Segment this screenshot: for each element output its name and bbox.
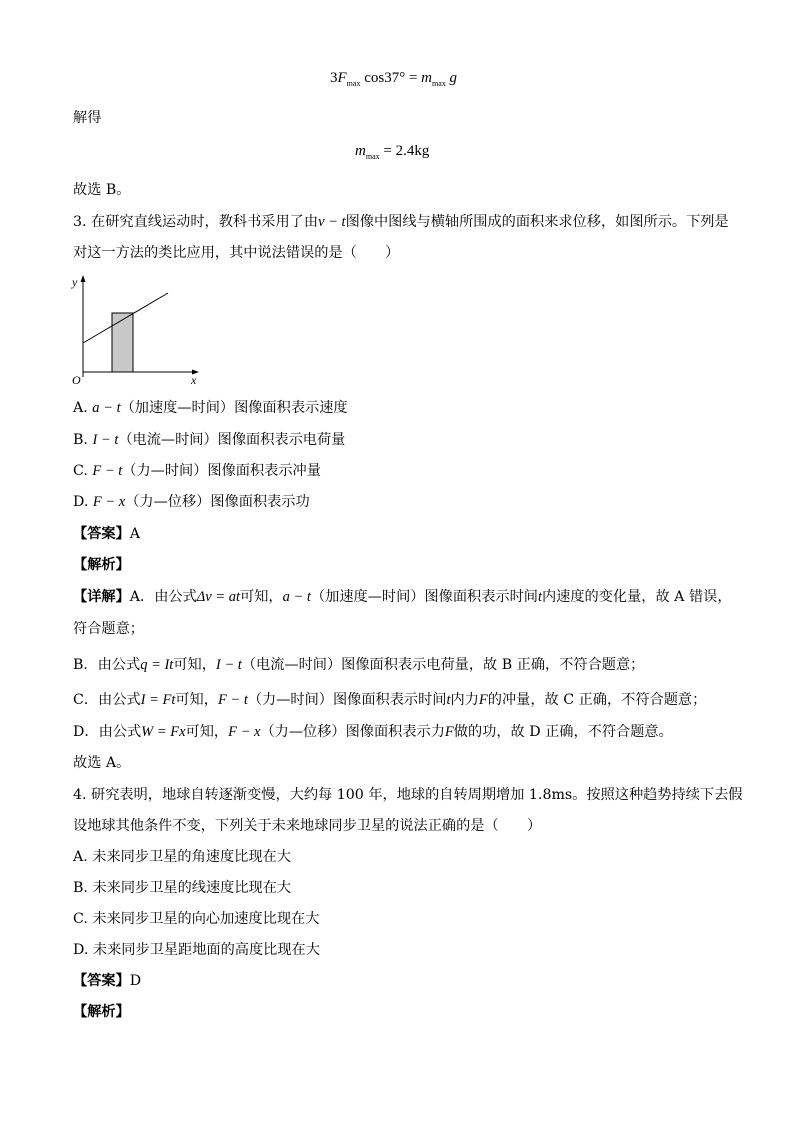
q4-option-d bbox=[73, 940, 320, 960]
q4-option-d-text: 未来同步卫星距地面的高度比现在大 bbox=[92, 942, 320, 958]
q3-option-b-text: （电流—时间）图像面积表示电荷量 bbox=[118, 432, 346, 448]
q3-detail-b-text1: B．由公式 bbox=[73, 657, 141, 673]
q3-stem-line1 bbox=[73, 212, 729, 232]
q3-detail-a-text1: A．由公式 bbox=[129, 589, 197, 605]
q3-detail-d-text1: D．由公式 bbox=[73, 724, 142, 740]
q3-detail-a-line1 bbox=[73, 587, 732, 607]
q3-detail-a-line2: 符合题意； bbox=[73, 621, 144, 637]
q3-detail-d-formula: W = Fx bbox=[141, 724, 186, 740]
q3-detail-b-math: I − t bbox=[215, 657, 242, 673]
q3-option-a-text: （加速度—时间）图像面积表示速度 bbox=[120, 400, 348, 416]
graph-shaded-strip bbox=[112, 313, 133, 372]
q3-detail-tag: 【详解】 bbox=[73, 589, 130, 605]
q4-option-b-letter: B. bbox=[73, 880, 88, 896]
q3-detail-b-formula: q = It bbox=[140, 657, 174, 673]
equation-force-balance bbox=[330, 70, 457, 88]
graph-x-label: x bbox=[191, 373, 197, 387]
q4-option-c-letter: C. bbox=[73, 911, 88, 927]
q4-option-d-letter: D. bbox=[73, 942, 89, 958]
q3-detail-c-f: F bbox=[478, 692, 488, 708]
eq2-sub-max: max bbox=[365, 152, 380, 161]
eq2-var-m: m bbox=[355, 143, 366, 159]
graph-origin-label: O bbox=[72, 373, 81, 387]
q3-option-b-math: I − t bbox=[92, 432, 119, 448]
q3-detail-a-text3: （加速度—时间）图像面积表示时间 bbox=[310, 589, 538, 605]
eq2-value: 2.4kg bbox=[395, 143, 430, 159]
q3-answer bbox=[73, 524, 140, 544]
q3-detail-a-text2: 可知， bbox=[240, 589, 283, 605]
q4-option-b bbox=[73, 878, 291, 898]
conclusion-b: 故选 B。 bbox=[73, 182, 131, 198]
eq-sub-max: max bbox=[346, 79, 361, 88]
q4-option-a-text: 未来同步卫星的角速度比现在大 bbox=[92, 849, 291, 865]
q3-detail-d-f: F bbox=[444, 724, 454, 740]
q4-answer bbox=[73, 971, 141, 991]
q4-option-c-text: 未来同步卫星的向心加速度比现在大 bbox=[92, 911, 320, 927]
q3-detail-b bbox=[73, 655, 644, 675]
q3-stem-text-b: 图像中图线与横轴所围成的面积来求位移，如图所示。下列是 bbox=[345, 214, 729, 230]
q3-option-a-letter: A. bbox=[73, 400, 88, 416]
q4-analysis-tag: 【解析】 bbox=[73, 1004, 130, 1020]
q3-stem-text-a: 3. 在研究直线运动时，教科书采用了由 bbox=[73, 214, 319, 230]
eq-sub-max-2: max bbox=[432, 79, 446, 88]
q3-option-d-letter: D. bbox=[73, 494, 89, 510]
q3-detail-c-text4: 内力 bbox=[450, 692, 479, 708]
equation-mass-result bbox=[355, 143, 429, 161]
q3-option-a-math: a − t bbox=[92, 400, 121, 416]
q3-answer-tag: 【答案】 bbox=[73, 526, 130, 542]
eq2-equals: = bbox=[383, 143, 392, 159]
graph-y-label: y bbox=[72, 275, 78, 289]
q3-detail-b-text3: （电流—时间）图像面积表示电荷量，故 B 正确，不符合题意； bbox=[241, 657, 645, 673]
q3-answer-value: A bbox=[129, 526, 141, 542]
q3-detail-a-formula: Δv = at bbox=[196, 589, 241, 605]
q3-option-a bbox=[73, 398, 348, 418]
q3-detail-c-t: t bbox=[446, 692, 451, 708]
eq-angle: 37° bbox=[384, 70, 406, 86]
text-jiede: 解得 bbox=[73, 110, 102, 126]
q3-detail-d-math: F − x bbox=[228, 724, 261, 740]
q3-detail-d bbox=[73, 722, 673, 742]
q3-detail-a-text4: 内速度的变化量，故 A 错误， bbox=[541, 589, 732, 605]
q4-stem-line2: 设地球其他条件不变，下列关于未来地球同步卫星的说法正确的是（ ） bbox=[73, 818, 542, 834]
q3-analysis-tag: 【解析】 bbox=[73, 557, 130, 573]
q3-option-c-math: F − t bbox=[92, 463, 123, 479]
q3-option-d bbox=[73, 492, 310, 512]
q3-detail-c-formula: I = Ft bbox=[140, 692, 176, 708]
q3-option-b bbox=[73, 430, 345, 450]
q3-detail-c-math: F − t bbox=[217, 692, 248, 708]
q3-stem-math: v − t bbox=[318, 214, 346, 230]
q3-detail-c-text1: C．由公式 bbox=[73, 692, 141, 708]
q3-option-b-letter: B. bbox=[73, 432, 88, 448]
q4-option-a-letter: A. bbox=[73, 849, 88, 865]
q4-stem-line1: 4. 研究表明，地球自转逐渐变慢，大约每 100 年，地球的自转周期增加 1.8ms。按照这种趋势持续下去假 bbox=[73, 787, 743, 803]
q3-detail-d-text3: （力—位移）图像面积表示力 bbox=[260, 724, 445, 740]
q3-detail-c-text3: （力—时间）图像面积表示时间 bbox=[247, 692, 447, 708]
eq-var-g: g bbox=[449, 70, 458, 86]
q3-detail-c-text5: 的冲量，故 C 正确，不符合题意； bbox=[487, 692, 707, 708]
eq-var-m: m bbox=[421, 70, 433, 86]
q3-conclusion: 故选 A。 bbox=[73, 755, 131, 771]
q3-option-c-text: （力—时间）图像面积表示冲量 bbox=[122, 463, 321, 479]
q4-option-a bbox=[73, 847, 291, 867]
q3-detail-a-math: a − t bbox=[282, 589, 311, 605]
q3-vt-graph bbox=[68, 272, 208, 392]
q3-option-d-math: F − x bbox=[92, 494, 126, 510]
eq-coef: 3 bbox=[330, 70, 338, 86]
q3-detail-c-text2: 可知， bbox=[175, 692, 218, 708]
q3-detail-a-t: t bbox=[537, 589, 542, 605]
eq-equals: = bbox=[408, 70, 418, 86]
q4-option-c bbox=[73, 909, 319, 929]
graph-y-arrow bbox=[81, 275, 86, 282]
q4-answer-value: D bbox=[129, 973, 142, 989]
eq-var-f: F bbox=[337, 70, 347, 86]
q3-option-c-letter: C. bbox=[73, 463, 88, 479]
q3-detail-d-text2: 可知， bbox=[185, 724, 229, 740]
q3-stem-line2: 对这一方法的类比应用，其中说法错误的是（ ） bbox=[73, 245, 400, 261]
q3-detail-d-text4: 做的功，故 D 正确，不符合题意。 bbox=[453, 724, 673, 740]
q4-option-b-text: 未来同步卫星的线速度比现在大 bbox=[92, 880, 292, 896]
q3-option-d-text: （力—位移）图像面积表示功 bbox=[125, 494, 310, 510]
eq-fn-cos: cos bbox=[364, 70, 385, 86]
q3-detail-b-text2: 可知， bbox=[173, 657, 216, 673]
q4-answer-tag: 【答案】 bbox=[73, 973, 130, 989]
q3-option-c bbox=[73, 461, 321, 481]
q3-detail-c bbox=[73, 690, 706, 710]
